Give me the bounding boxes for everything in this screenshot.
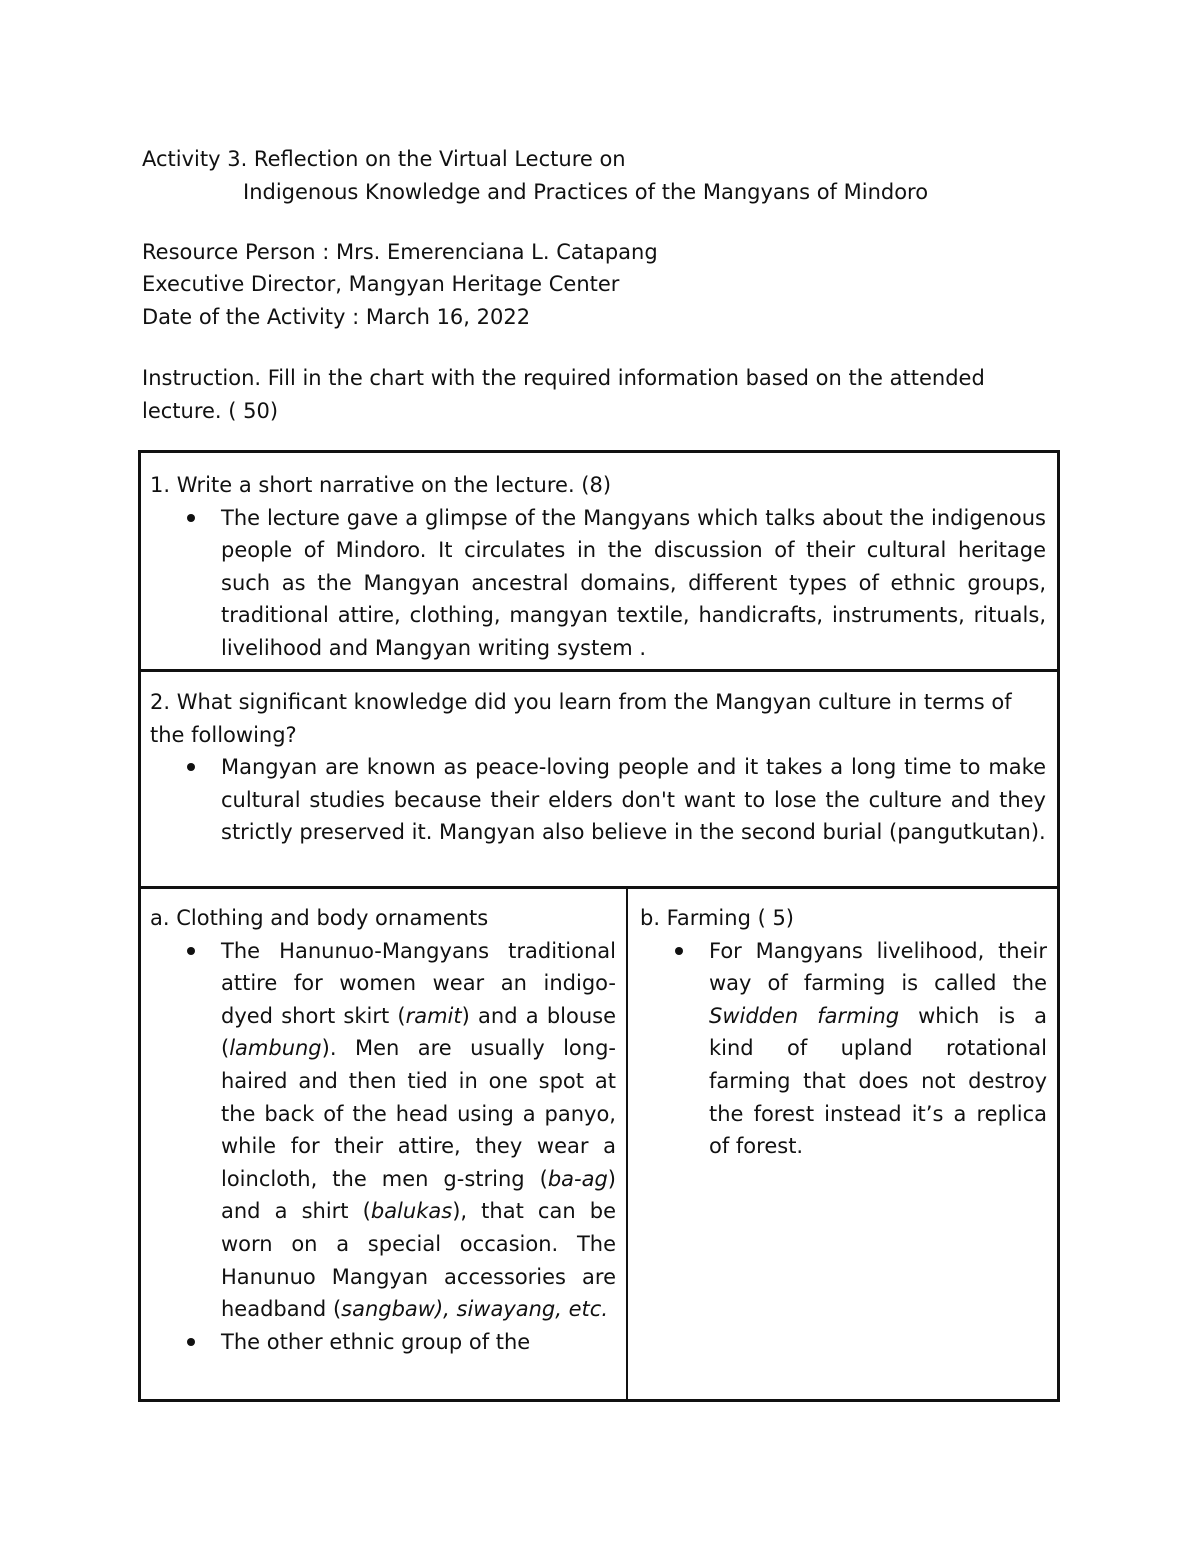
term-sangbaw: sangbaw), siwayang, etc. xyxy=(341,1297,608,1322)
term-balukas: balukas xyxy=(370,1199,453,1224)
bullet-icon xyxy=(187,947,195,955)
clothing-answer-2: The other ethnic group of the xyxy=(221,1329,531,1354)
clothing-answer-text: ) and a shirt ( xyxy=(221,1166,616,1224)
question-2-answer-list xyxy=(150,751,1046,849)
clothing-answer-list xyxy=(150,935,616,1359)
question-2-answer: Mangyan are known as peace-loving people and it takes a long time to make cultural studies because their elders don't want to lose the culture and they strictly preserved it. Mangyan also believe in the second burial (pangutkutan). xyxy=(221,755,1046,845)
question-2-cell xyxy=(141,672,1057,889)
question-2: 2. What significant knowledge did you learn from the Mangyan culture in terms of the following? xyxy=(150,690,1012,747)
instruction: Instruction. Fill in the chart with the required information based on the attended lecture. ( 50) xyxy=(142,366,985,423)
bullet-icon xyxy=(187,514,195,522)
reflection-table xyxy=(138,450,1060,1402)
bullet-icon xyxy=(187,763,195,771)
list-item xyxy=(221,935,616,1326)
list-item xyxy=(221,1326,616,1359)
farming-heading: b. Farming ( 5) xyxy=(640,906,794,930)
clothing-heading: a. Clothing and body ornaments xyxy=(150,906,489,930)
clothing-answer-text: ), that can be worn on a special occasion. The Hanunuo Mangyan accessories are headband ( xyxy=(221,1199,616,1322)
farming-answer-text: which is a kind of upland rotational farming that does not destroy the forest instead it’s a replica of forest. xyxy=(709,1003,1047,1159)
question-1-cell xyxy=(141,453,1057,672)
bullet-icon xyxy=(187,1338,195,1346)
list-item xyxy=(709,935,1047,1163)
question-1-answer-list xyxy=(150,502,1046,665)
question-1: 1. Write a short narrative on the lecture. (8) xyxy=(150,473,612,497)
activity-title: Activity 3. Reflection on the Virtual Lecture on xyxy=(142,147,626,171)
term-ramit: ramit xyxy=(405,1003,462,1028)
list-item xyxy=(221,751,1046,849)
term-swidden-farming: Swidden farming xyxy=(709,1003,900,1028)
clothing-answer-text: ) and a blouse ( xyxy=(221,1003,616,1061)
term-ba-ag: ba-ag xyxy=(547,1166,608,1191)
farming-answer-list xyxy=(640,935,1047,1163)
clothing-answer-text: ). Men are usually long-haired and then tied in one spot at the back of the head using a panyo, while for their attire, they wear a loincloth, the men g-string ( xyxy=(221,1036,616,1191)
farming-answer-text: For Mangyans livelihood, their way of farming is called the xyxy=(709,938,1047,996)
question-1-answer: The lecture gave a glimpse of the Mangyans which talks about the indigenous people of Mindoro. It circulates in the discussion of their cultural heritage such as the Mangyan ancestral domains, different types of ethnic groups, traditional attire, clothing, mangyan textile, handicrafts, instruments, rituals, livelihood and Mangyan writing system . xyxy=(221,505,1046,660)
clothing-cell xyxy=(141,889,628,1399)
farming-cell xyxy=(628,889,1057,1399)
resource-person: Resource Person : Mrs. Emerenciana L. Catapang xyxy=(142,240,658,264)
lecture-title: Indigenous Knowledge and Practices of the Mangyans of Mindoro xyxy=(243,180,929,204)
bullet-icon xyxy=(675,947,683,955)
resource-person-position: Executive Director, Mangyan Heritage Center xyxy=(142,272,620,296)
list-item xyxy=(221,502,1046,665)
activity-date: Date of the Activity : March 16, 2022 xyxy=(142,305,531,329)
term-lambung: lambung xyxy=(229,1036,322,1061)
clothing-answer-text: The Hanunuo-Mangyans traditional attire for women wear an indigo-dyed short skirt ( xyxy=(221,938,616,1028)
